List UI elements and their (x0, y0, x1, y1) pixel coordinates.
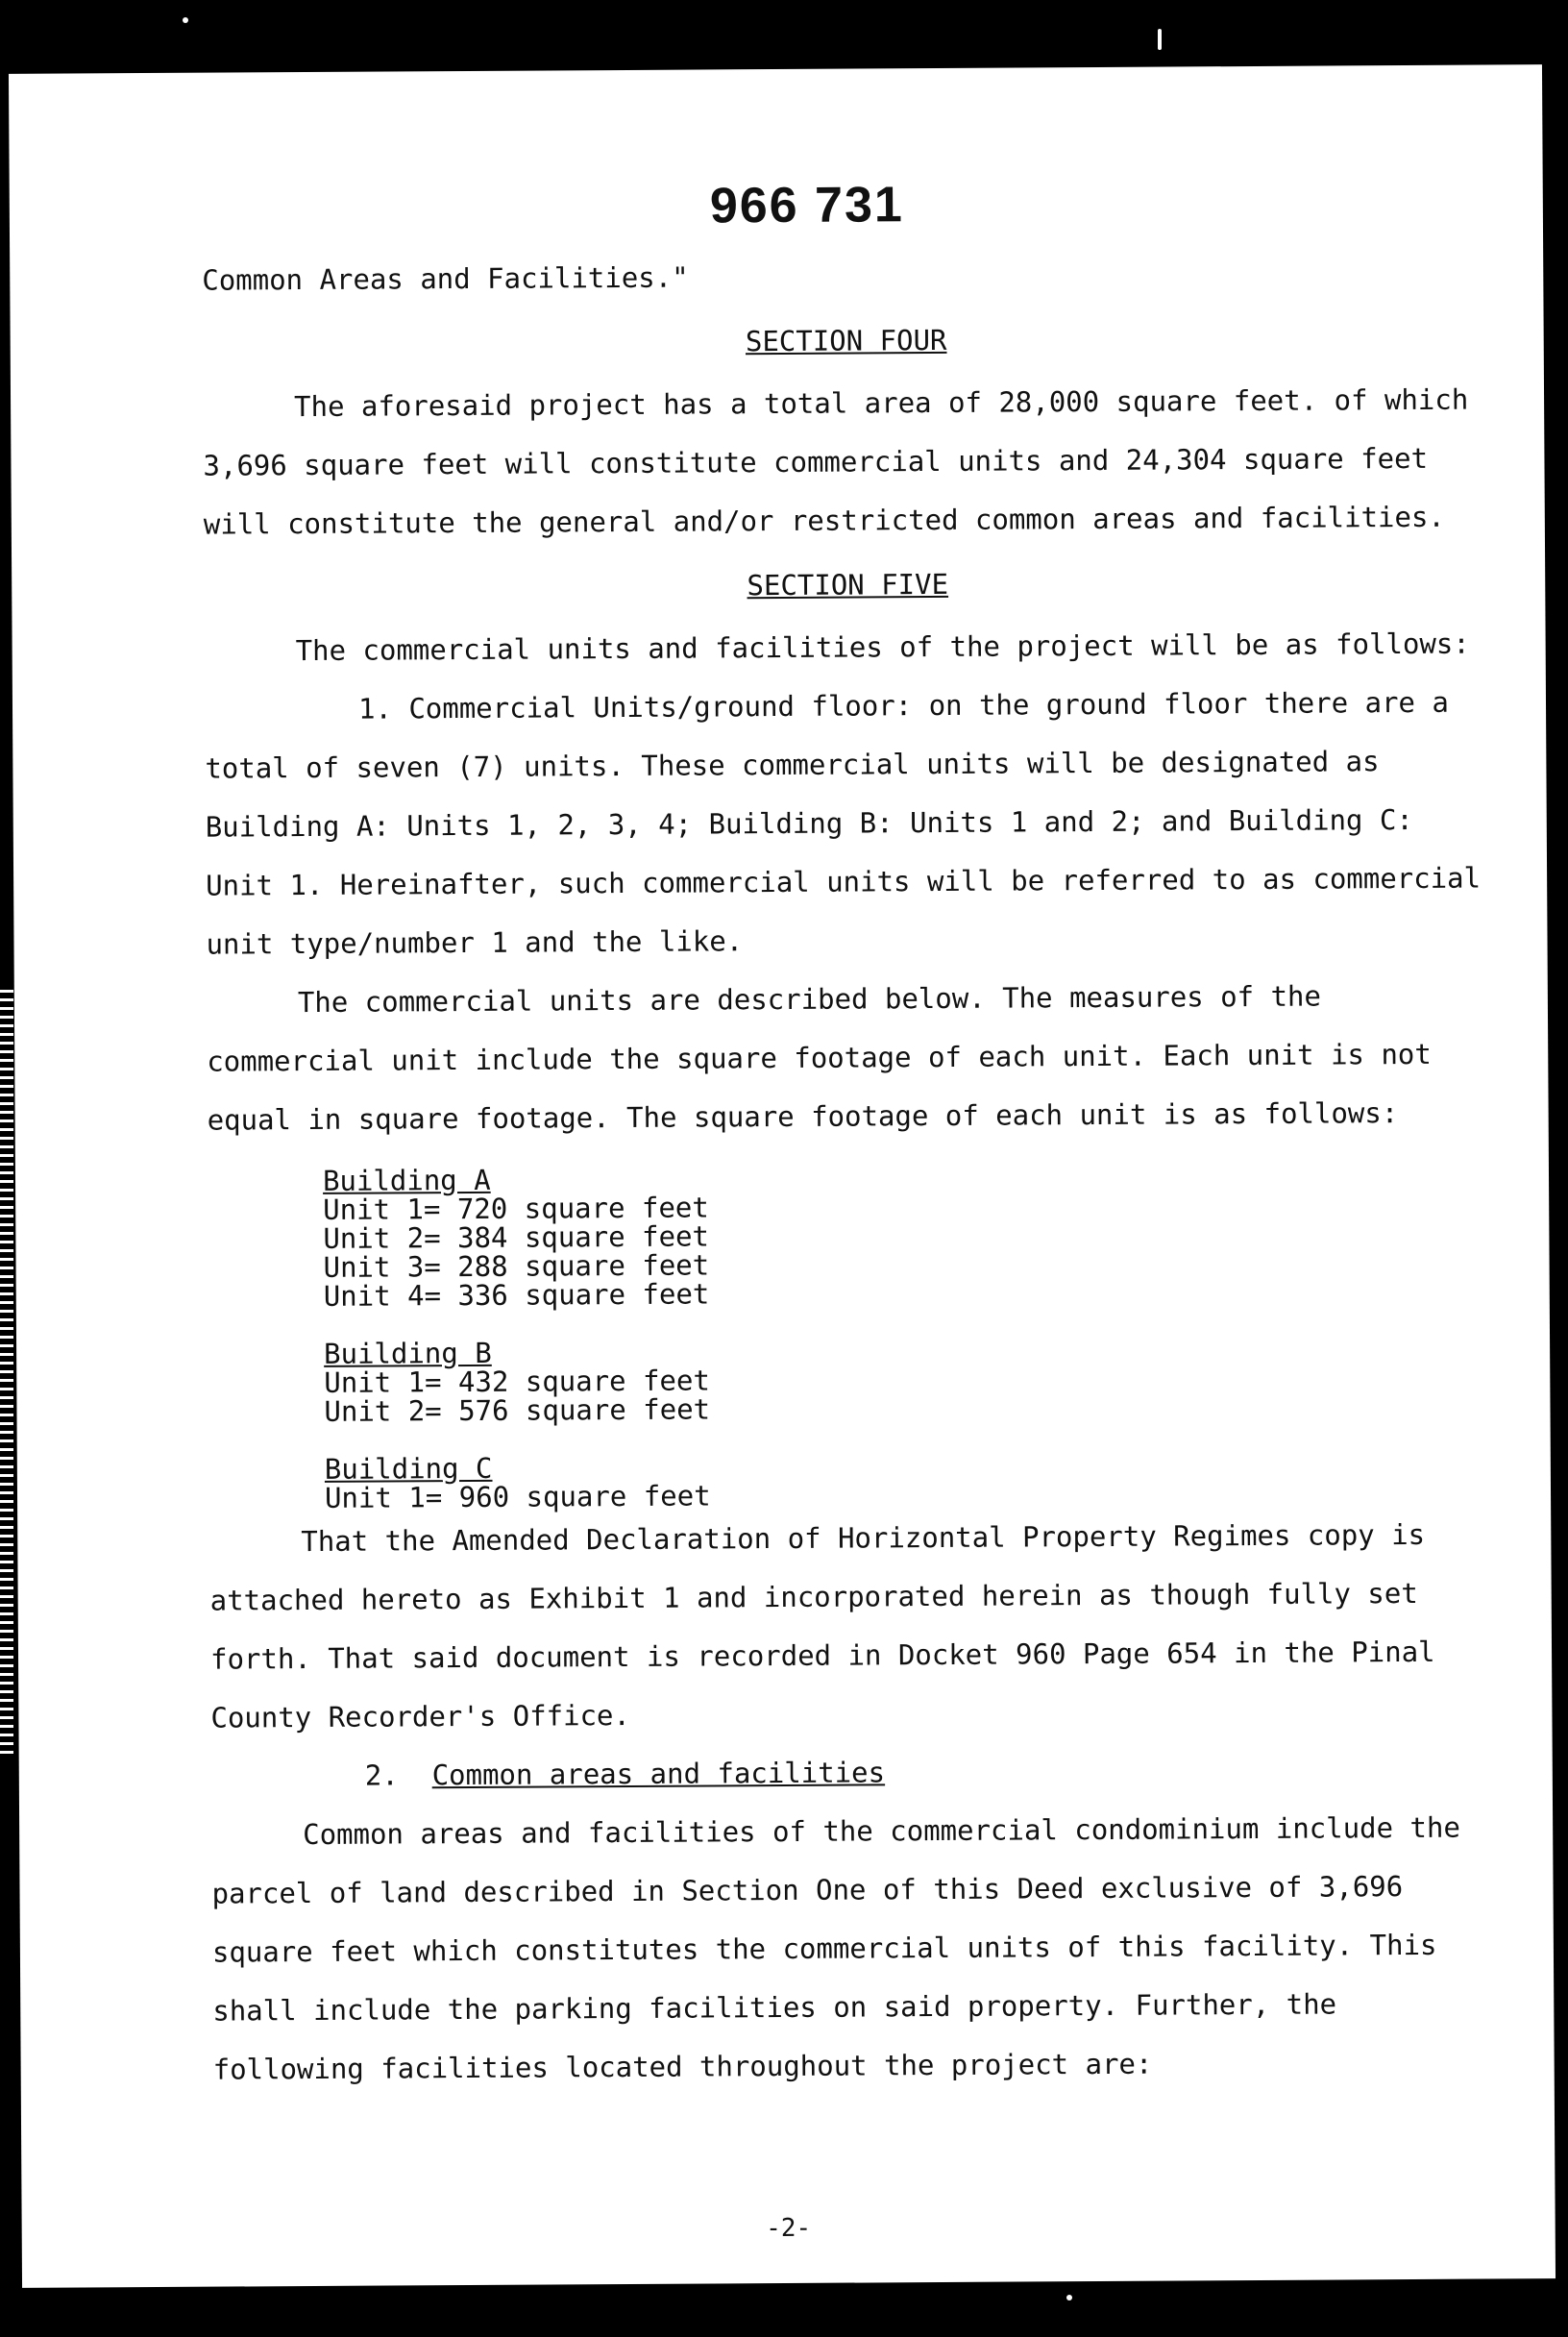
section-five-heading: SECTION FIVE (747, 567, 949, 603)
common-areas-paragraph: Common areas and facilities of the commercial condominium include the parcel of land described in Section One of this Deed exclusive of 3,696 square feet which constitutes the commercial units of this facility. This shall include the parking facilities on said property. Further, the following facilities located throughout the project are: (211, 1810, 1460, 2086)
building-b-unit-1: Unit 1= 432 square feet (324, 1364, 710, 1399)
building-a-unit-3: Unit 3= 288 square feet (323, 1248, 710, 1284)
scan-speck (1066, 2295, 1072, 2300)
docket-stamp: 966 731 (709, 177, 904, 234)
building-b-unit-2: Unit 2= 576 square feet (324, 1392, 711, 1428)
section-four-paragraph: The aforesaid project has a total area of 28,000 square feet. of which 3,696 square feet will constitute commercial units and 24,304 square feet will constitute the general and/or restricted common areas and facilities. (203, 382, 1469, 541)
item-1-paragraph: 1. Commercial Units/ground floor: on the ground floor there are a total of seven (7) units. These commercial units will be designated as Building A: Units 1, 2, 3, 4; Building B: Units 1 and 2; and Building C: Unit 1. Hereinafter, such commercial units will be referred to as commercial unit type/number 1 and the like. (205, 685, 1482, 961)
section-four-heading: SECTION FOUR (745, 323, 947, 358)
building-a-unit-2: Unit 2= 384 square feet (323, 1219, 710, 1255)
section-five-intro: The commercial units and facilities of the project will be as follows: (295, 627, 1470, 668)
item-2-number: 2. (364, 1759, 399, 1792)
building-a-unit-4: Unit 4= 336 square feet (323, 1277, 710, 1313)
page-number: -2- (766, 2213, 812, 2244)
scan-edge-artifact (0, 990, 13, 1759)
building-a-unit-1: Unit 1= 720 square feet (323, 1191, 709, 1226)
intro-line: Common Areas and Facilities." (202, 260, 689, 297)
scan-speck (183, 17, 188, 23)
building-b-heading: Building B (324, 1336, 492, 1370)
building-c-unit-1: Unit 1= 960 square feet (324, 1479, 711, 1514)
building-c-heading: Building C (324, 1451, 493, 1486)
document-page (9, 64, 1556, 2288)
item-2-heading-line (211, 1739, 1499, 1806)
item-2-heading: Common areas and facilities (431, 1756, 886, 1792)
measures-paragraph: The commercial units are described below. The measures of the commercial unit include the square footage of each unit. Each unit is not equal in square footage. The square footage of each unit is as follows: (207, 979, 1432, 1137)
scan-speck (1158, 29, 1162, 50)
building-a-heading: Building A (322, 1163, 491, 1197)
unit-footage-table (323, 1159, 1497, 1512)
declaration-paragraph: That the Amended Declaration of Horizontal Property Regimes copy is attached hereto as Exhibit 1 and incorporated herein as though fully set forth. That said document is recorded in Docket 960 Page 654 in the Pinal County Recorder's Office. (209, 1517, 1435, 1734)
document-body (202, 243, 1501, 2099)
